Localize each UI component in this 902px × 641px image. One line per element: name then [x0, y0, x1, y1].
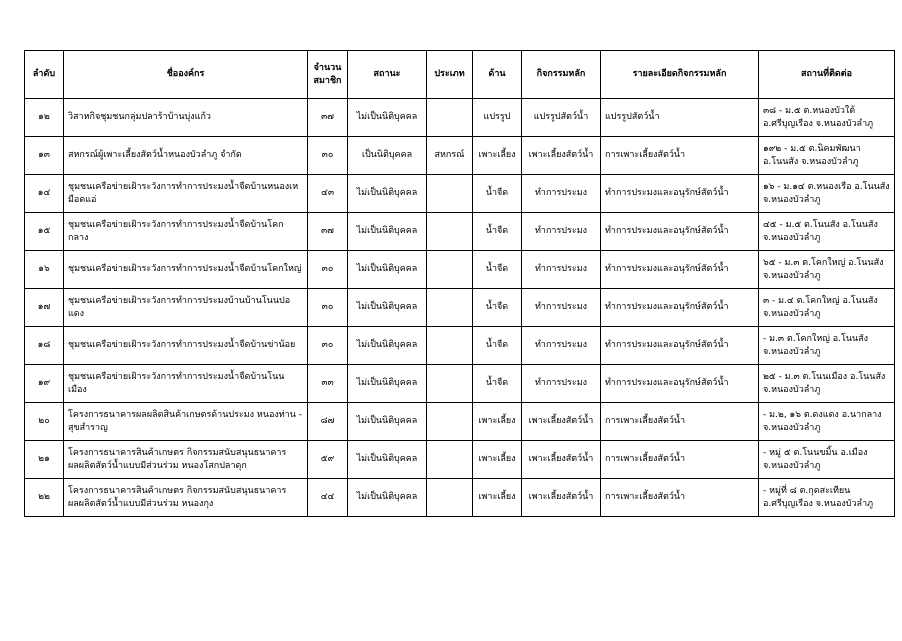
header-org-name: ชื่อองค์กร	[64, 51, 308, 99]
main-activity-cell: แปรรูปสัตว์น้ำ	[522, 99, 601, 137]
table-row	[25, 251, 895, 289]
type-cell: สหกรณ์	[427, 137, 473, 175]
activity-detail-cell: ทำการประมงและอนุรักษ์สัตว์น้ำ	[601, 289, 759, 327]
type-cell	[427, 403, 473, 441]
main-activity-cell: ทำการประมง	[522, 251, 601, 289]
activity-detail-cell: ทำการประมงและอนุรักษ์สัตว์น้ำ	[601, 175, 759, 213]
members-cell: ๔๔	[308, 479, 348, 517]
header-contact: สถานที่ติดต่อ	[759, 51, 895, 99]
activity-detail-cell: การเพาะเลี้ยงสัตว์น้ำ	[601, 403, 759, 441]
main-activity-cell: ทำการประมง	[522, 213, 601, 251]
activity-detail-cell: การเพาะเลี้ยงสัตว์น้ำ	[601, 479, 759, 517]
org-name-cell: โครงการธนาคารสินค้าเกษตร กิจกรรมสนับสนุนธนาคารผลผลิตสัตว์น้ำแบบมีส่วนร่วม หนองกุง	[64, 479, 308, 517]
members-cell: ๓๓	[308, 365, 348, 403]
seq-cell: ๑๓	[25, 137, 64, 175]
activity-detail-cell: การเพาะเลี้ยงสัตว์น้ำ	[601, 441, 759, 479]
table-row	[25, 99, 895, 137]
table-row	[25, 441, 895, 479]
field-cell: เพาะเลี้ยง	[473, 441, 522, 479]
field-cell: เพาะเลี้ยง	[473, 479, 522, 517]
field-cell: น้ำจืด	[473, 365, 522, 403]
type-cell	[427, 251, 473, 289]
members-cell: ๓๗	[308, 213, 348, 251]
main-activity-cell: ทำการประมง	[522, 327, 601, 365]
field-cell: น้ำจืด	[473, 327, 522, 365]
type-cell	[427, 289, 473, 327]
status-cell: ไม่เป็นนิติบุคคล	[348, 403, 427, 441]
org-name-cell: ชุมชนเครือข่ายเฝ้าระวังการทำการประมงน้ำจืดบ้านโนนเมือง	[64, 365, 308, 403]
field-cell: น้ำจืด	[473, 175, 522, 213]
organization-table	[24, 50, 895, 517]
org-name-cell: ชุมชนเครือข่ายเฝ้าระวังการทำการประมงน้ำจืดบ้านโคกกลาง	[64, 213, 308, 251]
table-row	[25, 479, 895, 517]
table-row	[25, 213, 895, 251]
seq-cell: ๑๒	[25, 99, 64, 137]
header-type: ประเภท	[427, 51, 473, 99]
header-field: ด้าน	[473, 51, 522, 99]
seq-cell: ๑๘	[25, 327, 64, 365]
contact-cell: ๑๖ - ม.๑๔ ต.หนองเรือ อ.โนนสัง จ.หนองบัวลำภู	[759, 175, 895, 213]
contact-cell: ๑๙๒ - ม.๕ ต.นิคมพัฒนา อ.โนนสัง จ.หนองบัวลำภู	[759, 137, 895, 175]
seq-cell: ๑๗	[25, 289, 64, 327]
contact-cell: ๓ - ม.๔ ต.โคกใหญ่ อ.โนนสัง จ.หนองบัวลำภู	[759, 289, 895, 327]
main-activity-cell: ทำการประมง	[522, 175, 601, 213]
members-cell: ๔๓	[308, 175, 348, 213]
type-cell	[427, 441, 473, 479]
contact-cell: - ม.๒, ๑๖ ต.ดงแดง อ.นากลาง จ.หนองบัวลำภู	[759, 403, 895, 441]
field-cell: น้ำจืด	[473, 251, 522, 289]
status-cell: ไม่เป็นนิติบุคคล	[348, 365, 427, 403]
field-cell: เพาะเลี้ยง	[473, 403, 522, 441]
header-members: จำนวน สมาชิก	[308, 51, 348, 99]
header-activity-detail: รายละเอียดกิจกรรมหลัก	[601, 51, 759, 99]
activity-detail-cell: การเพาะเลี้ยงสัตว์น้ำ	[601, 137, 759, 175]
type-cell	[427, 479, 473, 517]
members-cell: ๓๐	[308, 289, 348, 327]
header-status: สถานะ	[348, 51, 427, 99]
org-name-cell: สหกรณ์ผู้เพาะเลี้ยงสัตว์น้ำหนองบัวลำภู จำกัด	[64, 137, 308, 175]
table-row	[25, 289, 895, 327]
main-activity-cell: เพาะเลี้ยงสัตว์น้ำ	[522, 403, 601, 441]
contact-cell: ๒๕ - ม.๓ ต.โนนเมือง อ.โนนสัง จ.หนองบัวลำภู	[759, 365, 895, 403]
main-activity-cell: เพาะเลี้ยงสัตว์น้ำ	[522, 479, 601, 517]
org-name-cell: โครงการธนาคารสินค้าเกษตร กิจกรรมสนับสนุนธนาคารผลผลิตสัตว์น้ำแบบมีส่วนร่วม หนองโสกปลาดุก	[64, 441, 308, 479]
org-name-cell: วิสาหกิจชุมชนกลุ่มปลาร้าบ้านบุ่งแก้ว	[64, 99, 308, 137]
members-cell: ๓๗	[308, 99, 348, 137]
org-name-cell: ชุมชนเครือข่ายเฝ้าระวังการทำการประมงบ้านบ้านโนนปอแดง	[64, 289, 308, 327]
header-seq: ลำดับ	[25, 51, 64, 99]
header-main-activity: กิจกรรมหลัก	[522, 51, 601, 99]
type-cell	[427, 213, 473, 251]
status-cell: ไม่เป็นนิติบุคคล	[348, 213, 427, 251]
seq-cell: ๒๑	[25, 441, 64, 479]
main-activity-cell: เพาะเลี้ยงสัตว์น้ำ	[522, 137, 601, 175]
main-activity-cell: ทำการประมง	[522, 365, 601, 403]
contact-cell: ๓๘ - ม.๕ ต.หนองบัวใต้ อ.ศรีบุญเรือง จ.หนองบัวลำภู	[759, 99, 895, 137]
type-cell	[427, 99, 473, 137]
status-cell: เป็นนิติบุคคล	[348, 137, 427, 175]
contact-cell: - ม.๓ ต.โคกใหญ่ อ.โนนสัง จ.หนองบัวลำภู	[759, 327, 895, 365]
contact-cell: - หมู่ ๕ ต.โนนขมิ้น อ.เมือง จ.หนองบัวลำภู	[759, 441, 895, 479]
status-cell: ไม่เป็นนิติบุคคล	[348, 175, 427, 213]
contact-cell: ๔๕ - ม.๕ ต.โนนสัง อ.โนนสัง จ.หนองบัวลำภู	[759, 213, 895, 251]
members-cell: ๘๗	[308, 403, 348, 441]
activity-detail-cell: ทำการประมงและอนุรักษ์สัตว์น้ำ	[601, 213, 759, 251]
field-cell: น้ำจืด	[473, 213, 522, 251]
seq-cell: ๒๐	[25, 403, 64, 441]
field-cell: เพาะเลี้ยง	[473, 137, 522, 175]
activity-detail-cell: ทำการประมงและอนุรักษ์สัตว์น้ำ	[601, 365, 759, 403]
status-cell: ไม่เป็นนิติบุคคล	[348, 251, 427, 289]
main-activity-cell: เพาะเลี้ยงสัตว์น้ำ	[522, 441, 601, 479]
table-row	[25, 327, 895, 365]
status-cell: ไม่เป็นนิติบุคคล	[348, 327, 427, 365]
seq-cell: ๑๔	[25, 175, 64, 213]
activity-detail-cell: แปรรูปสัตว์น้ำ	[601, 99, 759, 137]
status-cell: ไม่เป็นนิติบุคคล	[348, 479, 427, 517]
seq-cell: ๑๙	[25, 365, 64, 403]
members-cell: ๓๐	[308, 327, 348, 365]
table-row	[25, 365, 895, 403]
org-name-cell: ชุมชนเครือข่ายเฝ้าระวังการทำการประมงน้ำจืดบ้านหนองเหมือดแอ่	[64, 175, 308, 213]
org-name-cell: ชุมชนเครือข่ายเฝ้าระวังการทำการประมงน้ำจืดบ้านข่าน้อย	[64, 327, 308, 365]
activity-detail-cell: ทำการประมงและอนุรักษ์สัตว์น้ำ	[601, 327, 759, 365]
table-row	[25, 137, 895, 175]
table-header-row	[25, 51, 895, 99]
activity-detail-cell: ทำการประมงและอนุรักษ์สัตว์น้ำ	[601, 251, 759, 289]
status-cell: ไม่เป็นนิติบุคคล	[348, 441, 427, 479]
type-cell	[427, 327, 473, 365]
type-cell	[427, 175, 473, 213]
members-cell: ๓๐	[308, 137, 348, 175]
main-activity-cell: ทำการประมง	[522, 289, 601, 327]
members-cell: ๓๐	[308, 251, 348, 289]
seq-cell: ๑๖	[25, 251, 64, 289]
status-cell: ไม่เป็นนิติบุคคล	[348, 289, 427, 327]
field-cell: แปรรูป	[473, 99, 522, 137]
contact-cell: - หมู่ที่ ๘ ต.กุดสะเทียน อ.ศรีบุญเรือง จ.หนองบัวลำภู	[759, 479, 895, 517]
members-cell: ๕๙	[308, 441, 348, 479]
seq-cell: ๒๒	[25, 479, 64, 517]
org-name-cell: โครงการธนาคารผลผลิตสินค้าเกษตรด้านประมง หนองท่าน - สุขสำราญ	[64, 403, 308, 441]
type-cell	[427, 365, 473, 403]
seq-cell: ๑๕	[25, 213, 64, 251]
org-name-cell: ชุมชนเครือข่ายเฝ้าระวังการทำการประมงน้ำจืดบ้านโคกใหญ่	[64, 251, 308, 289]
table-row	[25, 175, 895, 213]
table-row	[25, 403, 895, 441]
field-cell: น้ำจืด	[473, 289, 522, 327]
contact-cell: ๖๕ - ม.๓ ต.โคกใหญ่ อ.โนนสัง จ.หนองบัวลำภู	[759, 251, 895, 289]
status-cell: ไม่เป็นนิติบุคคล	[348, 99, 427, 137]
